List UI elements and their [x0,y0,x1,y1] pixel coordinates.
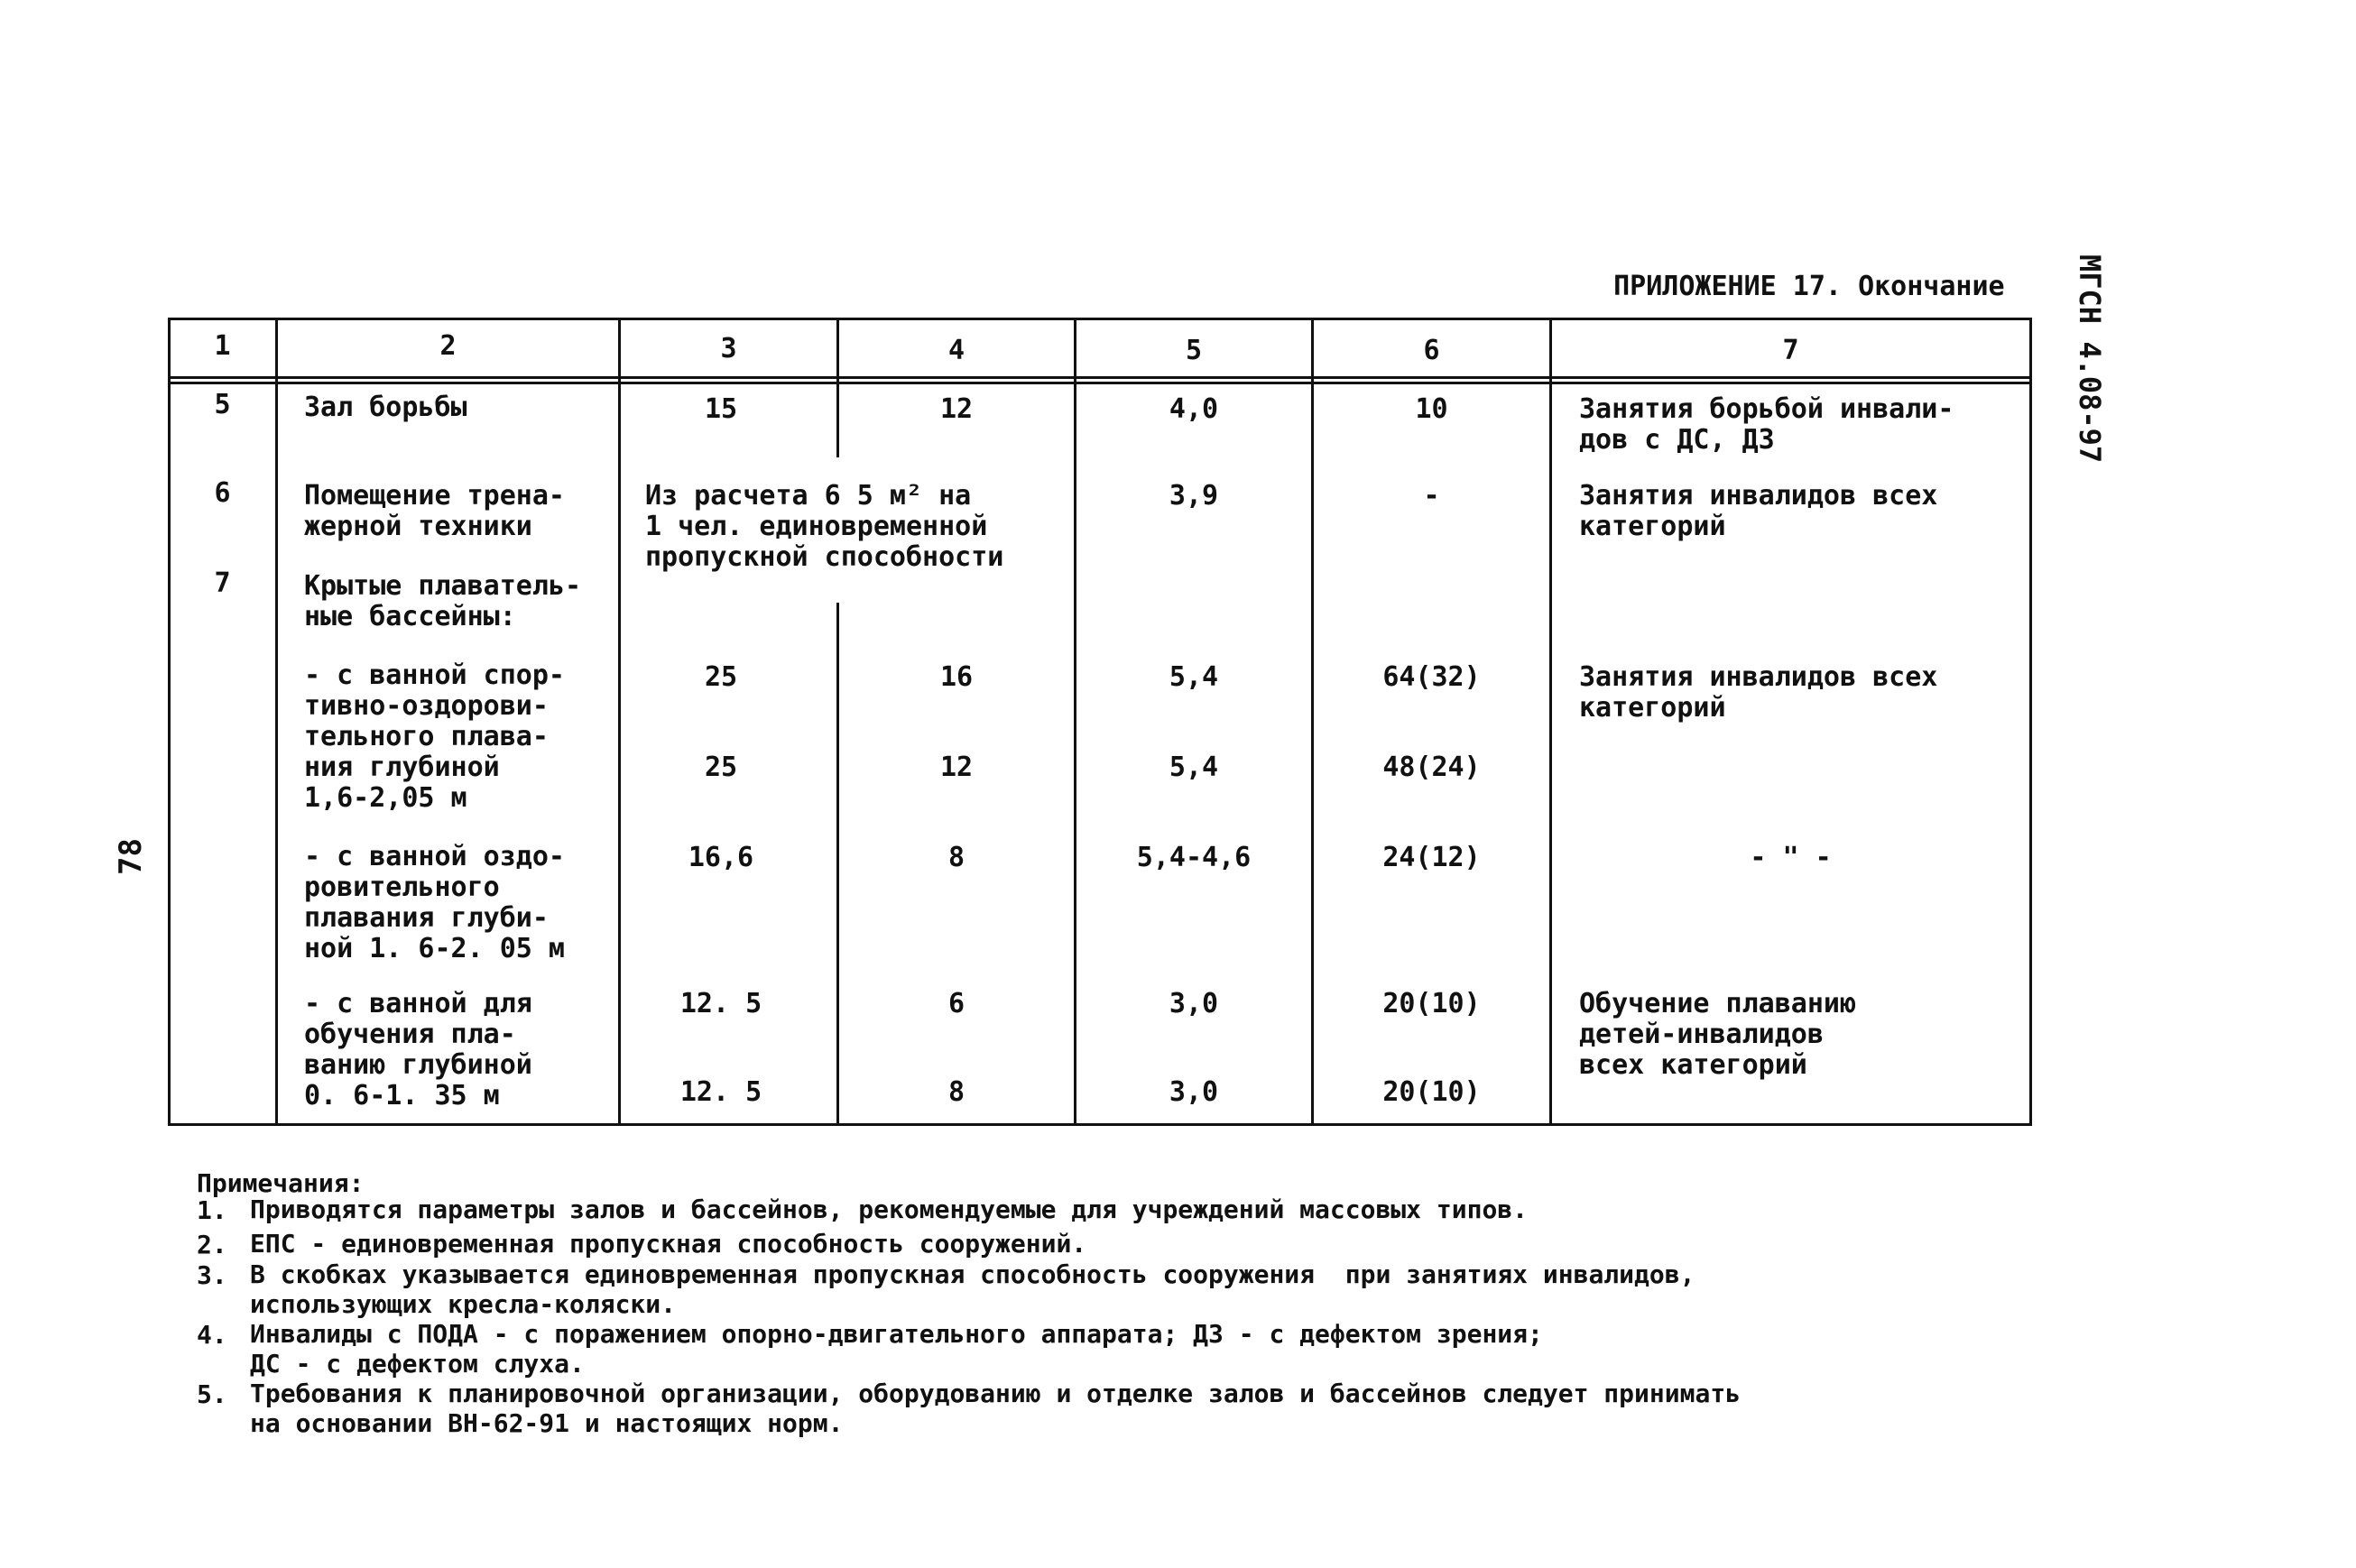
appendix-label: ПРИЛОЖЕНИЕ 17. [1613,271,1842,302]
cell-value: 12 [939,752,974,783]
column-header: 5 [1185,335,1203,366]
note-text: Требования к планировочной организации, оборудованию и отделке залов и бассейнов следует принимать на основании ВН-62-91 и настоящих норм. [250,1379,1742,1438]
note-text: ЕПС - единовременная пропускная способность сооружений. [250,1229,1087,1259]
cell-value: 12 [939,393,974,425]
cell-value: 20(10) [1382,988,1481,1019]
note-number: 2. [197,1230,227,1259]
cell-value: 12. 5 [679,1076,762,1108]
col-border-0 [168,318,171,1126]
col-border-7 [2029,318,2032,1126]
header-separator-1 [168,376,2032,379]
room-name: - с ванной спор- тивно-оздорови- тельного плава- ния глубиной 1,6-2,05 м [304,659,565,814]
cell-value: 5,4 [1169,752,1219,783]
note-number: 3. [197,1260,227,1290]
notes-title: Примечания: [197,1168,365,1198]
document-code: МГСН 4.08-97 [2073,254,2107,464]
column-header: 1 [214,330,231,362]
cell-value: 3,9 [1169,480,1219,512]
cell-value: 3,0 [1169,988,1219,1019]
note-text: Приводятся параметры залов и бассейнов, рекомендуемые для учреждений массовых типов. [250,1194,1529,1224]
row-number: 5 [214,389,231,420]
row-number: 6 [214,477,231,509]
cell-value: 4,0 [1169,393,1219,425]
room-name: - с ванной оздо- ровительного плавания глуби- ной 1. 6-2. 05 м [304,841,565,964]
cell-note: Обучение плаванию детей-инвалидов всех категорий [1579,988,1857,1081]
cell-note: Занятия борьбой инвали- дов с ДС, ДЗ [1579,393,1954,456]
appendix-title [1581,246,2005,300]
cell-value: 15 [704,393,738,425]
cell-note: Занятия инвалидов всех категорий [1579,480,1938,542]
cell-value-merged: Из расчета 6 5 м² на 1 чел. единовременной пропускной способности [645,480,1004,573]
cell-value: 64(32) [1382,661,1481,693]
table-top-border [168,318,2032,320]
note-number: 4. [197,1320,227,1350]
room-name: Крытые плаватель- ные бассейны: [304,570,582,632]
header-separator-2 [168,382,2032,384]
cell-value: 8 [947,1076,965,1108]
column-header: 6 [1423,335,1440,366]
cell-note: Занятия инвалидов всех категорий [1579,661,1938,724]
column-header: 7 [1782,335,1799,366]
appendix-suffix: Окончание [1858,271,2005,302]
note-text: В скобках указывается единовременная пропускная способность сооружения при занятиях инвалидов, использующих кресла-коляски. [250,1259,1695,1319]
cell-value: 5,4 [1169,661,1219,693]
room-name: Зал борьбы [304,392,467,423]
cell-value: 5,4-4,6 [1136,842,1252,873]
cell-value: 25 [704,661,738,693]
row-number: 7 [214,567,231,599]
table-bottom-border [168,1123,2032,1126]
column-header: 2 [439,330,457,362]
cell-value: - [1423,480,1440,512]
room-name: Помещение трена- жерной техники [304,480,565,542]
cell-value: 16,6 [688,842,754,873]
cell-value: 48(24) [1382,752,1481,783]
cell-value: 6 [947,988,965,1019]
cell-value: 25 [704,752,738,783]
note-number: 5. [197,1379,227,1409]
cell-value: 20(10) [1382,1076,1481,1108]
room-name: - с ванной для обучения пла- ванию глубиной 0. 6-1. 35 м [304,988,532,1111]
cell-value: 24(12) [1382,842,1481,873]
note-text: Инвалиды с ПОДА - с поражением опорно-двигательного аппарата; ДЗ - с дефектом зрения; ДС - с дефектом слуха. [250,1319,1543,1379]
page-number: 78 [113,838,149,875]
col-border-6 [1549,318,1552,1126]
col-border-1 [275,318,278,1126]
cell-value: 8 [947,842,965,873]
cell-note: - " - [1750,842,1832,873]
cell-value: 10 [1415,393,1448,425]
column-header: 3 [720,333,737,364]
cell-value: 3,0 [1169,1076,1219,1108]
column-header: 4 [947,335,965,366]
note-number: 1. [197,1195,227,1225]
cell-value: 16 [939,661,974,693]
cell-value: 12. 5 [679,988,762,1019]
